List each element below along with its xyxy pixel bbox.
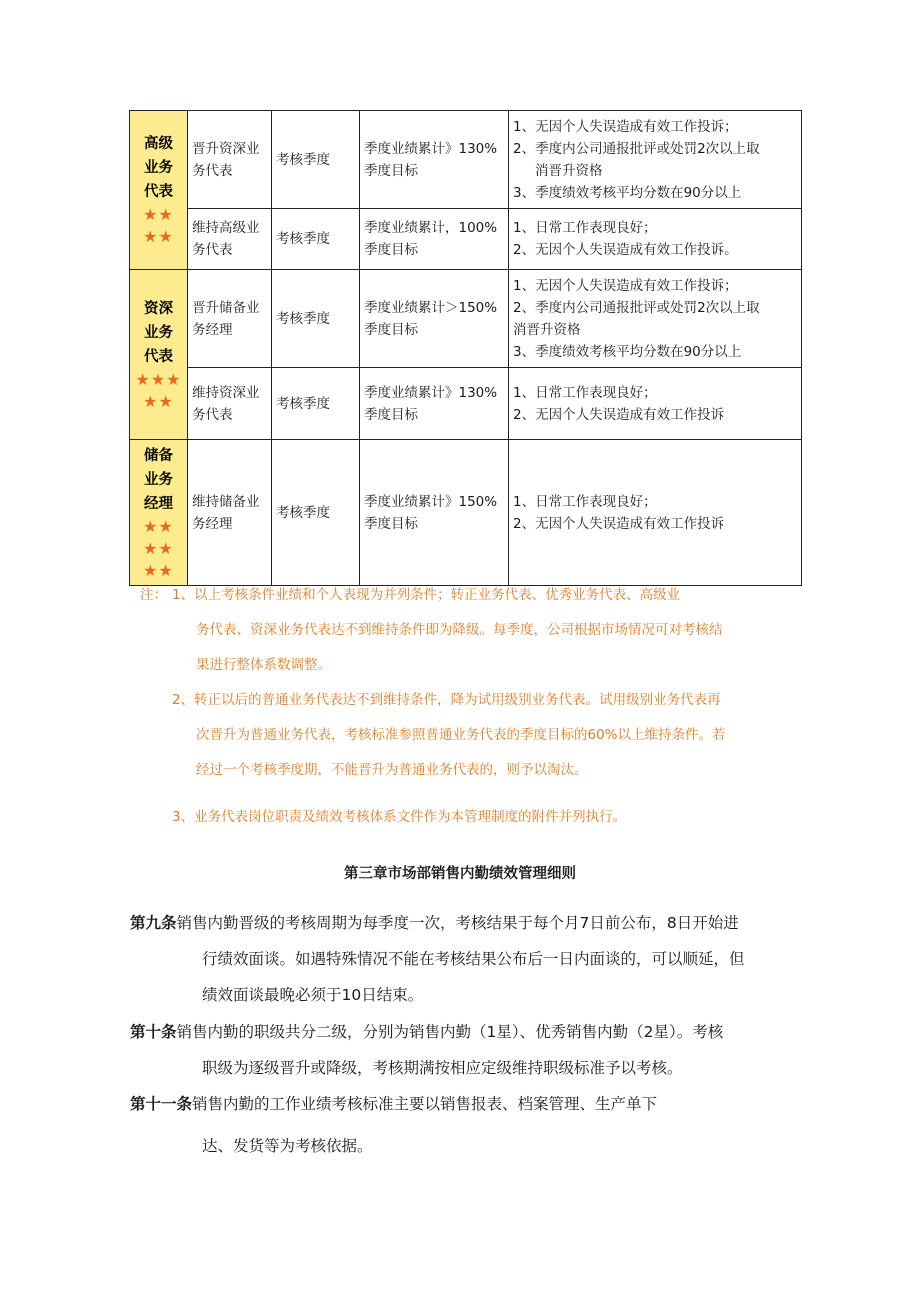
target-text: 季度业绩累计》130%季度目标 (364, 384, 498, 423)
target-text: 季度业绩累计》150%季度目标 (364, 493, 498, 532)
target-text: 季度业绩累计＞150%季度目标 (364, 299, 498, 338)
level-name-line: 业务 (144, 160, 173, 176)
notes-section (140, 578, 900, 838)
period-text: 考核季度 (276, 310, 330, 327)
condition-line: 1、日常工作表现良好； (513, 384, 657, 401)
condition-line: 2、无因个人失误造成有效工作投诉 (513, 406, 725, 423)
condition-line: 3、季度绩效考核平均分数在90分以上 (513, 184, 742, 201)
target-cell (359, 367, 509, 440)
condition-line: 1、无因个人失误造成有效工作投诉； (513, 277, 738, 294)
item-cell (187, 367, 272, 440)
period-cell (271, 367, 360, 440)
period-cell (271, 208, 360, 270)
star-rating-icon: ★★★ (135, 369, 182, 389)
conditions-cell (508, 367, 802, 440)
level-cell-senior (129, 110, 188, 270)
article-line: 销售内勤的职级共分二级，分别为销售内勤（1星）、优秀销售内勤（2星）。考核 (176, 1023, 724, 1041)
condition-line: 2、无因个人失误造成有效工作投诉。 (513, 242, 738, 258)
level-name-line: 经理 (144, 495, 173, 512)
article-9 (130, 905, 745, 1013)
article-line: 销售内勤晋级的考核周期为每季度一次，考核结果于每个月7日前公布，8日开始进 (176, 914, 739, 932)
article-11 (130, 1086, 657, 1164)
condition-line: 1、日常工作表现良好； (513, 220, 657, 236)
condition-line: 3、季度绩效考核平均分数在90分以上 (513, 343, 742, 360)
condition-line: 消晋升资格 (513, 321, 581, 338)
level-name-line: 高级 (144, 136, 173, 152)
note-item-1 (172, 578, 912, 683)
star-rating-icon: ★★ (143, 227, 174, 246)
target-cell (359, 269, 509, 368)
star-rating-icon: ★★ (143, 205, 174, 224)
note-line: 次晋升为普通业务代表，考核标准参照普通业务代表的季度目标的60%以上维持条件。若 (196, 727, 726, 743)
condition-line: 2、无因个人失误造成有效工作投诉 (513, 515, 725, 532)
note-line: 经过一个考核季度期，不能晋升为普通业务代表的，则予以淘汰。 (196, 762, 588, 778)
item-cell (187, 110, 272, 209)
article-label: 第九条 (130, 914, 177, 932)
conditions-cell (508, 110, 802, 209)
condition-line: 2、季度内公司通报批评或处罚2次以上取 (513, 299, 760, 316)
star-rating-icon: ★★ (143, 538, 174, 558)
item-text: 维持高级业务代表 (192, 220, 260, 258)
note-item-2 (172, 683, 912, 788)
target-cell (359, 439, 509, 586)
period-text: 考核季度 (276, 395, 330, 412)
item-cell (187, 439, 272, 586)
note-line: 2、转正以后的普通业务代表达不到维持条件，降为试用级别业务代表。试用级别业务代表再 (172, 692, 721, 708)
article-10 (130, 1014, 723, 1086)
target-text: 季度业绩累计》130%季度目标 (364, 140, 498, 179)
target-text: 季度业绩累计，100%季度目标 (364, 220, 498, 258)
note-line: 1、以上考核条件业绩和个人表现为并列条件；转正业务代表、优秀业务代表、高级业 (172, 587, 681, 603)
period-cell (271, 110, 360, 209)
article-line: 达、发货等为考核依据。 (202, 1137, 373, 1155)
level-name-line: 代表 (144, 348, 173, 365)
conditions-cell (508, 269, 802, 368)
article-line: 绩效面谈最晚必须于10日结束。 (202, 986, 424, 1004)
note-item-3 (172, 800, 912, 835)
article-line: 职级为逐级晋升或降级，考核期满按相应定级维持职级标准予以考核。 (202, 1059, 683, 1077)
level-name-line: 业务 (144, 324, 173, 341)
star-rating-icon: ★★ (143, 391, 174, 411)
period-text: 考核季度 (276, 504, 330, 521)
item-text: 晋升资深业务代表 (192, 140, 260, 179)
level-name-line: 代表 (144, 184, 173, 200)
item-text: 维持资深业务代表 (192, 384, 260, 423)
star-rating-icon: ★★ (143, 516, 174, 536)
item-text: 维持储备业务经理 (192, 493, 260, 532)
condition-line: 2、季度内公司通报批评或处罚2次以上取 (513, 140, 760, 157)
star-rating-icon: ★★ (143, 560, 174, 580)
item-cell (187, 208, 272, 270)
article-line: 行绩效面谈。如遇特殊情况不能在考核结果公布后一日内面谈的，可以顺延，但 (202, 950, 745, 968)
condition-line: 消晋升资格 (535, 162, 603, 179)
period-text: 考核季度 (276, 151, 330, 168)
condition-line: 1、无因个人失误造成有效工作投诉； (513, 118, 738, 135)
period-text: 考核季度 (276, 231, 330, 247)
target-cell (359, 110, 509, 209)
note-line: 3、业务代表岗位职责及绩效考核体系文件作为本管理制度的附件并列执行。 (172, 809, 627, 825)
conditions-cell (508, 208, 802, 270)
conditions-cell (508, 439, 802, 586)
period-cell (271, 269, 360, 368)
item-text: 晋升储备业务经理 (192, 299, 260, 338)
item-cell (187, 269, 272, 368)
condition-line: 1、日常工作表现良好； (513, 493, 657, 510)
note-line: 务代表、资深业务代表达不到维持条件即为降级。每季度，公司根据市场情况可对考核结 (196, 622, 723, 638)
level-name-line: 业务 (144, 471, 173, 488)
level-name-line: 储备 (144, 447, 173, 464)
article-label: 第十条 (130, 1023, 177, 1041)
note-line: 果进行整体系数调整。 (196, 657, 331, 673)
level-name-line: 资深 (144, 300, 173, 317)
level-cell-reserve-manager (129, 439, 188, 586)
level-cell-expert (129, 269, 188, 440)
notes-prefix: 注： (140, 587, 167, 603)
article-line: 销售内勤的工作业绩考核标准主要以销售报表、档案管理、生产单下 (192, 1095, 658, 1113)
target-cell (359, 208, 509, 270)
article-label: 第十一条 (130, 1095, 193, 1113)
chapter-title: 第三章市场部销售内勤绩效管理细则 (344, 866, 576, 882)
period-cell (271, 439, 360, 586)
